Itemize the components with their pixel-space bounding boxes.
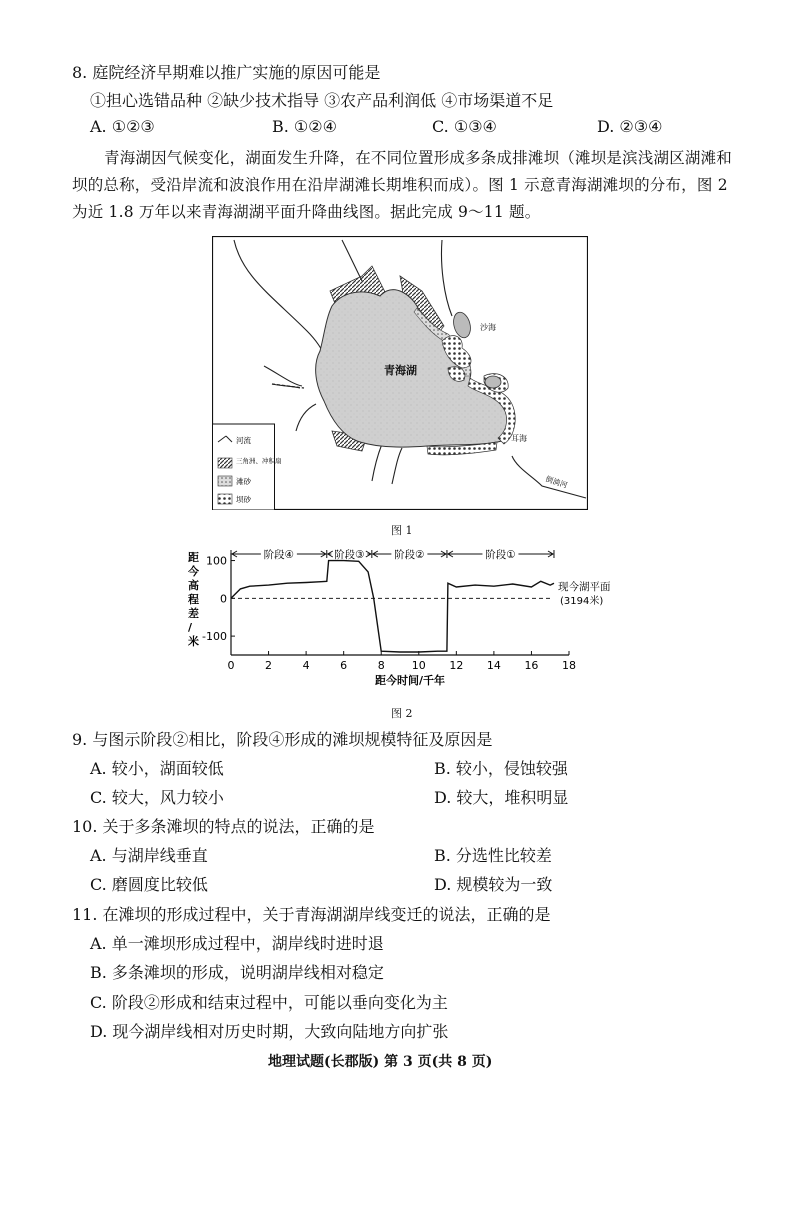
x-tick-label: 4	[302, 659, 310, 672]
stage-label: 阶段③	[334, 549, 365, 561]
q11-stem: 11. 在滩坝的形成过程中，关于青海湖湖岸线变迁的说法，正确的是	[72, 905, 551, 924]
figure-2-chart	[180, 545, 620, 695]
q11-option-a[interactable]: A. 单一滩坝形成过程中，湖岸线时进时退	[90, 934, 384, 953]
q9-option-b[interactable]: B. 较小，侵蚀较强	[434, 759, 568, 778]
map-legend	[213, 424, 282, 510]
lake-label: 青海湖	[384, 364, 417, 377]
q8-option-d[interactable]: D. ②③④	[597, 117, 663, 136]
y-tick-label: -100	[202, 630, 227, 644]
intro-line-2: 坝的总称，受沿岸流和波浪作用在沿岸湖滩长期堆积而成）。图 1 示意青海湖滩坝的分布，图 2	[72, 176, 728, 194]
figure-1-caption: 图 1	[391, 524, 413, 537]
legend-bar: 坝砂	[236, 495, 251, 504]
stage-label: 阶段②	[394, 549, 425, 561]
present-level-value: (3194米)	[560, 596, 604, 607]
x-tick-label: 6	[340, 659, 348, 672]
q9-option-a[interactable]: A. 较小，湖面较低	[90, 759, 224, 778]
stage-label: 阶段④	[263, 549, 295, 561]
page-footer: 地理试题(长郡版) 第 3 页(共 8 页)	[268, 1054, 493, 1070]
daotang-label: 倒淌河	[544, 474, 569, 490]
figure-2-caption: 图 2	[391, 707, 413, 720]
y-tick-label: 0	[220, 592, 227, 606]
x-tick-label: 12	[449, 659, 464, 672]
stage-label: 阶段①	[485, 549, 516, 561]
legend-beach: 滩砂	[236, 477, 251, 486]
chart-ylabel: 距今高程差/米	[188, 551, 199, 648]
q10-option-d[interactable]: D. 规模较为一致	[434, 875, 553, 894]
y-tick-label: 100	[206, 554, 227, 568]
q11-option-b[interactable]: B. 多条滩坝的形成，说明湖岸线相对稳定	[90, 963, 384, 982]
x-tick-label: 8	[377, 659, 385, 672]
q9-option-c[interactable]: C. 较大，风力较小	[90, 788, 224, 807]
small-lake	[485, 376, 501, 388]
q10-option-c[interactable]: C. 磨圆度比较低	[90, 875, 208, 894]
q10-option-a[interactable]: A. 与湖岸线垂直	[90, 846, 208, 865]
shahai-label: 沙海	[480, 323, 496, 332]
intro-line-3: 为近 1.8 万年以来青海湖湖平面升降曲线图。据此完成 9～11 题。	[72, 203, 541, 221]
intro-line-1: 青海湖因气候变化，湖面发生升降，在不同位置形成多条成排滩坝（滩坝是滨浅湖区湖滩和	[104, 149, 733, 167]
q10-stem: 10. 关于多条滩坝的特点的说法，正确的是	[72, 817, 375, 836]
x-tick-label: 14	[486, 659, 501, 672]
q10-option-b[interactable]: B. 分选性比较差	[434, 846, 552, 865]
legend-bar-swatch	[218, 494, 232, 504]
legend-beach-swatch	[218, 476, 232, 486]
chart-xlabel: 距今时间/千年	[374, 674, 446, 687]
q9-option-d[interactable]: D. 较大，堆积明显	[434, 788, 569, 807]
x-tick-label: 0	[227, 659, 235, 672]
x-tick-label: 10	[411, 659, 426, 672]
q9-stem: 9. 与图示阶段②相比，阶段④形成的滩坝规模特征及原因是	[72, 730, 493, 749]
present-level-label: 现今湖平面	[558, 581, 611, 593]
legend-river: 河流	[236, 436, 251, 445]
q11-option-d[interactable]: D. 现今湖岸线相对历史时期，大致向陆地方向扩张	[90, 1022, 449, 1041]
q11-option-c[interactable]: C. 阶段②形成和结束过程中，可能以垂向变化为主	[90, 993, 448, 1012]
lake-level-curve	[231, 561, 554, 652]
x-tick-label: 2	[265, 659, 273, 672]
legend-delta: 三角洲、冲积扇	[236, 457, 282, 465]
q8-items: ①担心选错品种 ②缺少技术指导 ③农产品利润低 ④市场渠道不足	[90, 91, 554, 110]
erhai-label: 耳海	[511, 434, 527, 443]
x-tick-label: 16	[524, 659, 539, 672]
x-tick-label: 18	[562, 659, 576, 672]
q8-option-b[interactable]: B. ①②④	[272, 117, 337, 136]
figure-1-map	[212, 236, 588, 510]
q8-stem: 8. 庭院经济早期难以推广实施的原因可能是	[72, 63, 381, 82]
q8-option-a[interactable]: A. ①②③	[90, 117, 155, 136]
legend-delta-swatch	[218, 458, 232, 468]
q8-option-c[interactable]: C. ①③④	[432, 117, 497, 136]
